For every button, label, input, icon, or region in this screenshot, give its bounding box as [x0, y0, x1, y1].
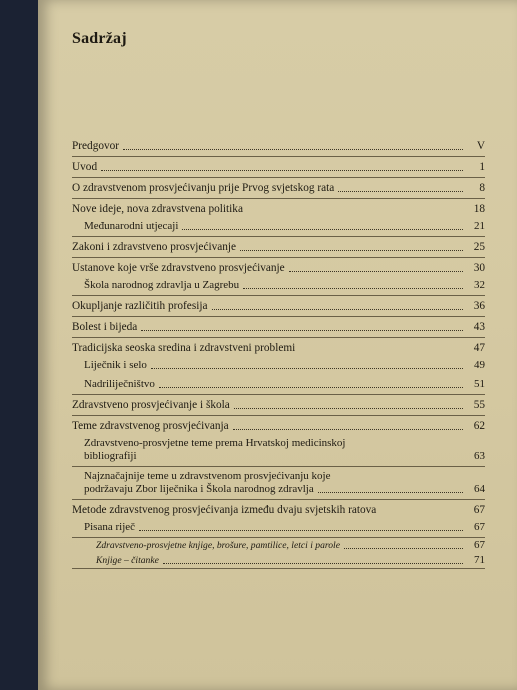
toc-entry-title: Zakoni i zdravstveno prosvjećivanje: [72, 241, 237, 253]
dot-leader: [289, 271, 463, 272]
toc-entry-page: 71: [474, 554, 485, 566]
toc-subsubentry: [72, 538, 485, 553]
dot-leader: [243, 288, 463, 289]
toc-entry: [72, 199, 485, 217]
toc-entry-page: 47: [473, 342, 485, 354]
toc-subentry: [72, 356, 485, 375]
toc-entry-page: 32: [474, 279, 485, 291]
toc-entry-title: Metode zdravstvenog prosvjećivanja između dvaju svjetskih ratova: [72, 504, 377, 516]
toc-entry-title: Ustanove koje vrše zdravstveno prosvjećivanje: [72, 262, 285, 274]
toc-entry-page: 67: [474, 521, 485, 533]
toc-entry: [72, 338, 485, 356]
dot-leader: [139, 530, 463, 531]
toc-entry: [72, 416, 485, 434]
toc-entry-title: Okupljanje različitih profesija: [72, 300, 208, 312]
dot-leader: [212, 309, 463, 310]
toc-entry-title: Pisana riječ: [84, 521, 136, 533]
toc-subentry: [72, 467, 485, 500]
toc-entry: [72, 258, 485, 276]
toc-entry-page: 1: [479, 161, 485, 173]
dot-leader: [318, 492, 463, 493]
toc-entry-page: 18: [473, 203, 485, 215]
toc-entry-title: Liječnik i selo: [84, 359, 147, 371]
toc-entry-title: Međunarodni utjecaji: [84, 220, 179, 232]
dot-leader: [151, 368, 463, 369]
toc-entry: [72, 237, 485, 258]
toc-entry: [72, 296, 485, 317]
toc-entry-page: 55: [473, 399, 485, 411]
toc-subentry: [72, 375, 485, 395]
toc-subentry: [72, 217, 485, 237]
toc-subentry: [72, 518, 485, 538]
dot-leader: [101, 170, 463, 171]
toc-entry-title-line2: bibliografiji: [84, 450, 137, 462]
toc-entry-page: 67: [474, 539, 485, 551]
toc-entry-title: Zdravstveno-prosvjetne knjige, brošure, pamtilice, letci i parole: [96, 540, 340, 551]
toc-entry-title: Predgovor: [72, 140, 120, 152]
toc-entry: [72, 157, 485, 178]
dot-leader: [159, 387, 463, 388]
toc-entry-page: 21: [474, 220, 485, 232]
dot-leader: [234, 408, 463, 409]
toc-entry: [72, 178, 485, 199]
toc-entry: [72, 500, 485, 518]
toc-entry-title-line1: Zdravstveno-prosvjetne teme prema Hrvatskoj medicinskoj: [84, 437, 346, 449]
toc-entry-page: 43: [473, 321, 485, 333]
dot-leader: [163, 563, 463, 564]
toc-subentry: [72, 276, 485, 296]
toc-entry-page: 49: [474, 359, 485, 371]
toc-entry-title: O zdravstvenom prosvjećivanju prije Prvog svjetskog rata: [72, 182, 335, 194]
toc-entry-title: Uvod: [72, 161, 98, 173]
table-of-contents: [72, 136, 485, 569]
toc-entry-title-line1: Najznačajnije teme u zdravstvenom prosvjećivanju koje: [84, 470, 331, 482]
toc-entry-page: 30: [473, 262, 485, 274]
dot-leader: [233, 429, 463, 430]
toc-entry-title: Tradicijska seoska sredina i zdravstveni problemi: [72, 342, 296, 354]
toc-entry-title: Knjige – čitanke: [96, 555, 159, 566]
book-page: [38, 0, 517, 690]
toc-entry-title: Zdravstveno prosvjećivanje i škola: [72, 399, 230, 411]
toc-entry-title: Nadriliječništvo: [84, 378, 155, 390]
toc-entry-title: Teme zdravstvenog prosvjećivanja: [72, 420, 229, 432]
toc-subsubentry: [72, 553, 485, 569]
dot-leader: [141, 330, 463, 331]
dot-leader: [344, 548, 463, 549]
toc-entry-title: Nove ideje, nova zdravstvena politika: [72, 203, 243, 215]
toc-entry-page: 51: [474, 378, 485, 390]
toc-entry-page: 8: [479, 182, 485, 194]
toc-entry-page: 62: [473, 420, 485, 432]
toc-entry: [72, 317, 485, 338]
dot-leader: [182, 229, 463, 230]
toc-entry-page: 25: [473, 241, 485, 253]
page-title: Sadržaj: [72, 30, 127, 47]
dot-leader: [338, 191, 463, 192]
toc-entry: [72, 395, 485, 416]
toc-entry-title: Škola narodnog zdravlja u Zagrebu: [84, 279, 240, 291]
toc-subentry: [72, 434, 485, 467]
toc-entry-page: 63: [474, 450, 485, 462]
toc-entry-page: 67: [473, 504, 485, 516]
toc-entry-title: Bolest i bijeda: [72, 321, 138, 333]
toc-entry-page: V: [476, 140, 485, 152]
toc-entry-title-line2: podržavaju Zbor liječnika i Škola narodnog zdravlja: [84, 483, 314, 495]
dot-leader: [123, 149, 463, 150]
dot-leader: [240, 250, 463, 251]
toc-entry-page: 64: [474, 483, 485, 495]
toc-entry: [72, 136, 485, 157]
toc-entry-page: 36: [473, 300, 485, 312]
